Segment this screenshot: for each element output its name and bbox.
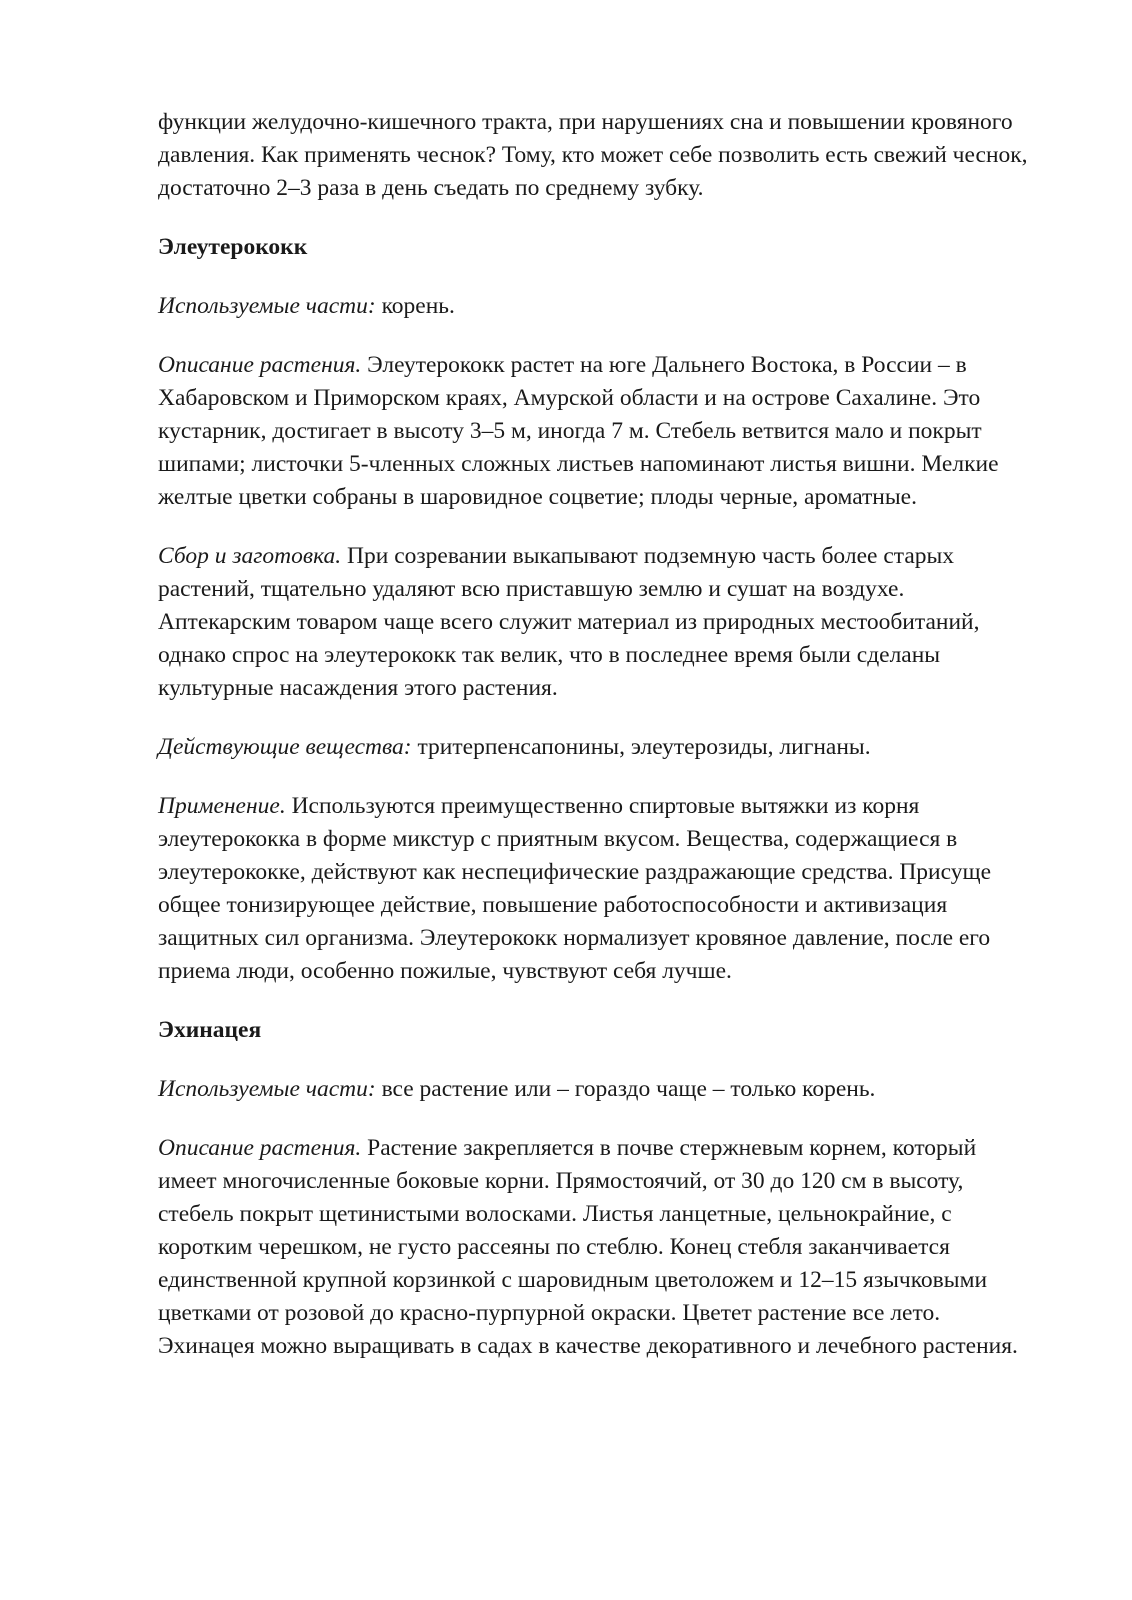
eleutherococcus-parts-paragraph [158, 290, 1038, 323]
document-page [158, 106, 1038, 1389]
substances-label: Действующие вещества: [158, 734, 412, 760]
substances-text: тритерпенсапонины, элеутерозиды, лигнаны. [411, 734, 871, 760]
usage-text: Используются преимущественно спиртовые вытяжки из корня элеутерококка в форме микстур с приятным вкусом. Вещества, содержащиеся в элеутерококке, действуют как неспецифические раздражающие средства. Присуще общее тонизирующее действие, повышение работоспособности и активизация защитных сил организма. Элеутерококк нормализует кровяное давление, после его приема люди, особенно пожилые, чувствуют себя лучше. [158, 793, 992, 984]
parts-label: Используемые части: [158, 293, 376, 319]
description-label: Описание растения. [158, 1135, 362, 1161]
parts-text: все растение или – гораздо чаще – только корень. [375, 1076, 876, 1102]
harvest-text: При созревании выкапывают подземную часть более старых растений, тщательно удаляют всю приставшую землю и сушат на воздухе. Аптекарским товаром чаще всего служит материал из природных местообитаний, однако спрос на элеутерококк так велик, что в последнее время были сделаны культурные насаждения этого растения. [158, 543, 980, 701]
eleutherococcus-usage-paragraph [158, 790, 1038, 988]
parts-label: Используемые части: [158, 1076, 376, 1102]
eleutherococcus-substances-paragraph [158, 731, 1038, 764]
echinacea-description-paragraph [158, 1132, 1038, 1363]
section-heading-echinacea: Эхинацея [158, 1017, 262, 1043]
eleutherococcus-description-paragraph [158, 349, 1038, 514]
echinacea-parts-paragraph [158, 1073, 1038, 1106]
description-text: Элеутерококк растет на юге Дальнего Востока, в России – в Хабаровском и Приморском краях, Амурской области и на острове Сахалине. Это кустарник, достигает в высоту 3–5 м, иногда 7 м. Стебель ветвится мало и покрыт шипами; листочки 5-членных сложных листьев напоминают листья вишни. Мелкие желтые цветки собраны в шаровидное соцветие; плоды черные, ароматные. [158, 352, 999, 510]
description-label: Описание растения. [158, 352, 362, 378]
section-heading-eleutherococcus: Элеутерококк [158, 234, 308, 260]
intro-paragraph [158, 106, 1038, 205]
usage-label: Применение. [158, 793, 286, 819]
harvest-label: Сбор и заготовка. [158, 543, 342, 569]
parts-text: корень. [375, 293, 455, 319]
intro-text: функции желудочно-кишечного тракта, при нарушениях сна и повышении кровяного давления. Как применять чеснок? Тому, кто может себе позволить есть свежий чеснок, достаточно 2–3 раза в день съедать по среднему зубку. [158, 109, 1028, 201]
description-text: Растение закрепляется в почве стержневым корнем, который имеет многочисленные боковые корни. Прямостоячий, от 30 до 120 см в высоту, стебель покрыт щетинистыми волосками. Листья ланцетные, цельнокрайние, с коротким черешком, не густо рассеяны по стеблю. Конец стебля заканчивается единственной крупной корзинкой с шаровидным цветоложем и 12–15 язычковыми цветками от розовой до красно-пурпурной окраски. Цветет растение все лето. Эхинацея можно выращивать в садах в качестве декоративного и лечебного растения. [158, 1135, 1018, 1359]
eleutherococcus-harvest-paragraph [158, 540, 1038, 705]
